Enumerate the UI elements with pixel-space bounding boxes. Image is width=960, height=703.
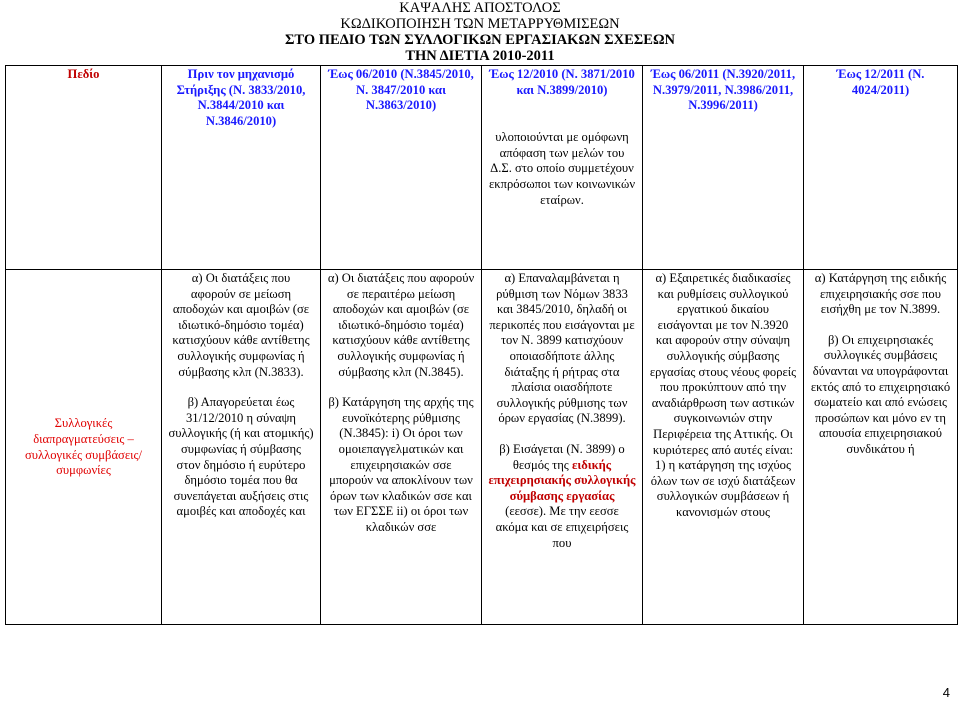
- column-header-to-12-2010-note: υλοποιούνται με ομόφωνη απόφαση των μελών του Δ.Σ. στο οποίο συμμετέχουν εκπρόσωποι των κοινωνικών εταίρων.: [488, 130, 636, 207]
- cell-to-12-2011: [804, 270, 958, 625]
- cell-to-06-2010: [321, 270, 482, 625]
- paragraph: α) Οι διατάξεις που αφορούν σε μείωση αποδοχών και αμοιβών (σε ιδιωτικό-δημόσιο τομέα) κατισχύουν κάθε αντίθετης συλλογικής συμφωνίας ή σύμβασης κλπ (Ν.3833).: [172, 271, 310, 379]
- doc-period-line: ΤΗΝ ΔΙΕΤΙΑ 2010-2011: [405, 48, 555, 64]
- row-label-line: διαπραγματεύσεις –: [33, 431, 134, 446]
- column-header-to-12-2010: [482, 66, 643, 270]
- column-header-to-06-2011: Έως 06/2011 (Ν.3920/2011, Ν.3979/2011, Ν.3986/2011, Ν.3996/2011): [643, 66, 804, 270]
- paragraph: α) Οι διατάξεις που αφορούν σε περαιτέρω μείωση αποδοχών και αμοιβών (σε ιδιωτικό-δημόσιο τομέα) κατισχύουν κάθε αντίθετης συλλογικής συμφωνίας ή σύμβασης κλπ (Ν.3845).: [327, 271, 475, 379]
- row-label-line: συλλογικές συμβάσεις/: [25, 447, 142, 462]
- cell-to-12-2010: [482, 270, 643, 625]
- table-row: [6, 270, 958, 625]
- paragraph: β) Απαγορεύεται έως 31/12/2010 η σύναψη συλλογικής (ή και ατομικής) συμφωνίας ή σύμβασης στον δημόσιο ή ευρύτερο δημόσιο τομέα που θα συνεπάγεται αυξήσεις στις αμοιβές και αποδοχές και: [168, 395, 314, 519]
- paragraph: [488, 442, 636, 551]
- text-run: β) Εισάγεται (Ν. 3899) ο θεσμός της: [499, 441, 625, 472]
- doc-title-line: ΣΤΟ ΠΕΔΙΟ ΤΩΝ ΣΥΛΛΟΓΙΚΩΝ ΕΡΓΑΣΙΑΚΩΝ ΣΧΕΣΕΩΝ: [284, 32, 676, 48]
- row-label-line: συμφωνίες: [56, 463, 111, 478]
- document-header: [0, 0, 960, 64]
- paragraph: α) Επαναλαμβάνεται η ρύθμιση των Νόμων 3833 και 3845/2010, δηλαδή οι περικοπές που εισάγονται με τον Ν. 3899 κατισχύουν οποιασδήποτε άλλης διάταξης ή ρήτρας στα πλαίσια οιασδήποτε συλλογικής ρύθμισης των όρων εργασίας (Ν.3899).: [489, 271, 635, 426]
- paragraph: β) Κατάργηση της αρχής της ευνοϊκότερης ρύθμισης (Ν.3845): i) Οι όροι των ομοιεπαγγελματικών και επιχειρησιακών σσε μπορούν να αποκλίνουν των όρων των κλαδικών σσε και των ΕΓΣΣΕ ii) οι όροι των κλαδικών σσε: [328, 395, 474, 534]
- reform-table: [5, 65, 958, 625]
- doc-title-line: ΚΩΔΙΚΟΠΟΙΗΣΗ ΤΩΝ ΜΕΤΑΡΡΥΘΜΙΣΕΩΝ: [340, 16, 620, 32]
- text-run: (εεσσε). Με την εεσσε ακόμα και σε επιχειρήσεις που: [495, 504, 629, 550]
- cell-to-06-2011: [643, 270, 804, 625]
- column-header-before: Πριν τον μηχανισμό Στήριξης (Ν. 3833/2010, Ν.3844/2010 και Ν.3846/2010): [162, 66, 321, 270]
- row-label-line: Συλλογικές: [54, 416, 113, 431]
- paragraph: β) Οι επιχειρησιακές συλλογικές συμβάσεις δύνανται να υπογράφονται εκτός από το επιχειρησιακό σωματείο και από ενώσεις προσώπων και μόνο εν τη απουσία επιχειρησιακού συνδικάτου ή: [810, 332, 951, 456]
- column-header-field: Πεδίο: [6, 66, 162, 270]
- cell-before: [162, 270, 321, 625]
- column-header-to-06-2010: Έως 06/2010 (Ν.3845/2010, Ν. 3847/2010 και Ν.3863/2010): [321, 66, 482, 270]
- header-row: [6, 66, 958, 270]
- paragraph: α) Εξαιρετικές διαδικασίες και ρυθμίσεις συλλογικού εργατικού δικαίου εισάγονται με τον Ν.3920 και αφορούν στην σύναψη συλλογικής σύμβασης εργασίας στους νέους φορείς που προκύπτουν από την αναδιάρθρωση των αστικών συγκοινωνιών στην Περιφέρεια της Αττικής. Οι κυριότερες από αυτές είναι: 1) η κατάργηση της ισχύος όλων των σε ισχύ διατάξεων συλλογικών συμβάσεων ή κανονισμών στους: [649, 271, 797, 519]
- paragraph: α) Κατάργηση της ειδικής επιχειρησιακής σσε που εισήχθη με τον Ν.3899.: [814, 271, 947, 317]
- emphasis-text: ειδικής επιχειρησιακής συλλογικής σύμβασης εργασίας: [488, 457, 636, 503]
- column-header-to-12-2011: Έως 12/2011 (Ν. 4024/2011): [804, 66, 958, 270]
- author-name: ΚΑΨΑΛΗΣ ΑΠΟΣΤΟΛΟΣ: [399, 0, 561, 16]
- column-header-to-12-2010-title: Έως 12/2010 (Ν. 3871/2010 και Ν.3899/2010): [489, 67, 635, 97]
- row-label: [6, 270, 162, 625]
- page-number: 4: [942, 685, 950, 700]
